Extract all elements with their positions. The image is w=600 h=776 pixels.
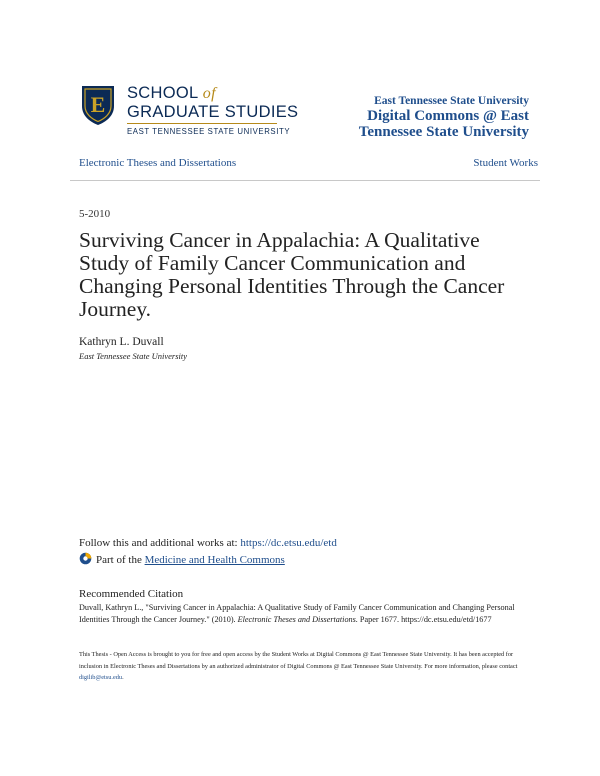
logo-graduate-studies: GRADUATE STUDIES	[127, 103, 299, 121]
collection-link[interactable]: Electronic Theses and Dissertations	[79, 157, 237, 169]
student-works-link[interactable]: Student Works	[473, 157, 538, 169]
author-name: Kathryn L. Duvall	[79, 336, 164, 348]
shield-letter: E	[90, 92, 106, 117]
medicine-health-commons-link[interactable]: Medicine and Health Commons	[144, 554, 285, 566]
part-of-text: Part of the	[96, 554, 142, 566]
header-divider	[70, 180, 540, 181]
thesis-title: Surviving Cancer in Appalachia: A Qualitative Study of Family Cancer Communication and Changing Personal Identities Through the Cancer Journey.	[79, 228, 505, 321]
logo-university: EAST TENNESSEE STATE UNIVERSITY	[127, 127, 291, 136]
contact-email-link[interactable]: digilib@etsu.edu	[79, 674, 123, 681]
logo-divider	[127, 123, 277, 124]
access-notice: This Thesis - Open Access is brought to you for free and open access by the Student Works at Digital Commons @ East Tennessee State University. It has been accepted for inclusion in Electronic Theses and Dissertations by an authorized administrator of Digital Commons @ East Tennessee State University. For more information, please contact digilib@etsu.edu.	[79, 651, 518, 681]
commons-network-icon	[79, 552, 92, 565]
repository-title[interactable]: Digital Commons @ East Tennessee State University	[358, 108, 529, 140]
follow-text: Follow this and additional works at:	[79, 537, 238, 549]
author-affiliation: East Tennessee State University	[79, 351, 188, 361]
follow-url-link[interactable]: https://dc.etsu.edu/etd	[240, 537, 337, 549]
part-of-line	[96, 554, 285, 566]
school-shield-logo	[80, 84, 116, 126]
publication-date: 5-2010	[79, 208, 111, 220]
logo-school: SCHOOL of	[127, 84, 216, 102]
citation-text: Duvall, Kathryn L., "Surviving Cancer in Appalachia: A Qualitative Study of Family Cancer Communication and Changing Personal Identities Through the Cancer Journey." (2010). Electronic Theses and Dissertations. Paper 1677. https://dc.etsu.edu/etd/1677	[79, 603, 515, 624]
citation-heading: Recommended Citation	[79, 588, 184, 600]
follow-line	[79, 537, 337, 549]
university-name: East Tennessee State University	[374, 95, 529, 107]
